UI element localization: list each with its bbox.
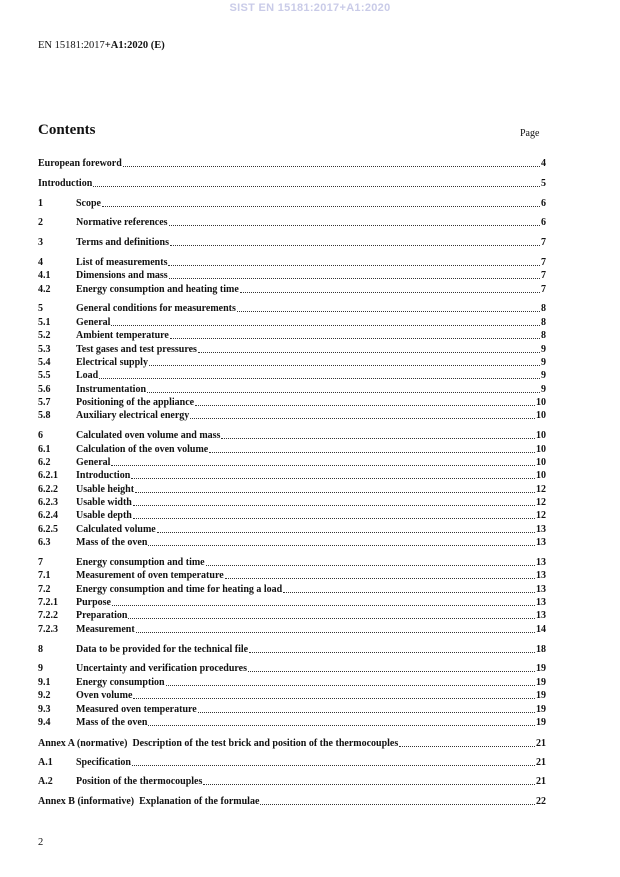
toc-entry-number: 5.4 [38, 357, 51, 368]
toc-entry-page: 19 [536, 690, 546, 701]
toc-dot-leader [166, 685, 535, 686]
toc-entry-page: 8 [541, 303, 546, 314]
toc-entry-page: 6 [541, 217, 546, 228]
toc-dot-leader [111, 465, 535, 466]
toc-entry-page: 12 [536, 510, 546, 521]
toc-entry[interactable] [38, 443, 546, 456]
toc-entry-title: Introduction [76, 470, 131, 481]
toc-entry-page: 13 [536, 557, 546, 568]
toc-dot-leader [133, 505, 535, 506]
toc-entry[interactable] [38, 316, 546, 329]
toc-entry-title: Instrumentation [76, 384, 147, 395]
toc-entry-page: 10 [536, 397, 546, 408]
toc-entry[interactable] [38, 356, 546, 369]
toc-dot-leader [198, 712, 535, 713]
toc-entry-page: 22 [536, 796, 546, 807]
toc-entry[interactable] [38, 256, 546, 269]
toc-entry[interactable] [38, 343, 546, 356]
toc-entry[interactable] [38, 737, 546, 750]
toc-entry-number: 3 [38, 237, 43, 248]
toc-entry-page: 5 [541, 178, 546, 189]
toc-dot-leader [135, 492, 535, 493]
toc-entry-page: 19 [536, 677, 546, 688]
toc-entry[interactable] [38, 483, 546, 496]
toc-entry[interactable] [38, 157, 546, 170]
toc-entry-number: 5 [38, 303, 43, 314]
toc-entry-page: 21 [536, 757, 546, 768]
toc-entry-title: Mass of the oven [76, 717, 148, 728]
toc-dot-leader [190, 418, 535, 419]
toc-entry[interactable] [38, 689, 546, 702]
toc-entry-title: Measurement of oven temperature [76, 570, 224, 581]
toc-dot-leader [157, 532, 535, 533]
toc-entry[interactable] [38, 396, 546, 409]
toc-dot-leader [136, 632, 535, 633]
toc-entry-number: 6.2 [38, 457, 51, 468]
toc-entry-number: 6.2.2 [38, 484, 58, 495]
watermark: SIST EN 15181:2017+A1:2020 [229, 2, 391, 14]
toc-dot-leader [99, 378, 540, 379]
toc-entry-number: 5.5 [38, 370, 51, 381]
toc-entry-title: General conditions for measurements [76, 303, 236, 314]
toc-entry-page: 4 [541, 158, 546, 169]
toc-entry[interactable] [38, 216, 546, 229]
toc-entry-title: Dimensions and mass [76, 270, 168, 281]
toc-entry[interactable] [38, 369, 546, 382]
toc-entry[interactable] [38, 197, 546, 210]
toc-entry[interactable] [38, 496, 546, 509]
toc-entry-title: Energy consumption and time for heating a load [76, 584, 283, 595]
toc-entry-title: Energy consumption and heating time [76, 284, 239, 295]
toc-dot-leader [132, 765, 535, 766]
toc-entry-title: European foreword [38, 158, 122, 169]
toc-entry-number: 9 [38, 663, 43, 674]
toc-entry-number: 1 [38, 198, 43, 209]
toc-entry-title: Normative references [76, 217, 168, 228]
toc-dot-leader [198, 352, 540, 353]
toc-entry-number: 7.2.1 [38, 597, 58, 608]
toc-entry-title: Annex B (informative) Explanation of the formulae [38, 796, 260, 807]
toc-entry-page: 14 [536, 624, 546, 635]
toc-entry-page: 10 [536, 430, 546, 441]
toc-entry-page: 9 [541, 370, 546, 381]
toc-entry[interactable] [38, 383, 546, 396]
toc-entry-title: Terms and definitions [76, 237, 169, 248]
toc-entry-page: 10 [536, 410, 546, 421]
toc-entry-title: Measured oven temperature [76, 704, 197, 715]
toc-entry[interactable] [38, 236, 546, 249]
toc-dot-leader [123, 166, 540, 167]
toc-entry-page: 8 [541, 330, 546, 341]
toc-entry[interactable] [38, 302, 546, 315]
toc-entry-number: 9.2 [38, 690, 51, 701]
toc-dot-leader [249, 652, 535, 653]
toc-entry-title: Calculated volume [76, 524, 156, 535]
toc-entry[interactable] [38, 283, 546, 296]
docref-amendment: +A1:2020 (E) [104, 40, 165, 51]
toc-dot-leader [225, 578, 535, 579]
toc-entry-page: 13 [536, 610, 546, 621]
toc-entry-title: General [76, 317, 111, 328]
toc-dot-leader [128, 618, 535, 619]
toc-entry-number: 7.2.3 [38, 624, 58, 635]
toc-entry-number: 6.2.4 [38, 510, 58, 521]
toc-entry-title: Specification [76, 757, 131, 768]
toc-entry-number: 5.7 [38, 397, 51, 408]
toc-entry-title: Scope [76, 198, 101, 209]
toc-entry-page: 13 [536, 597, 546, 608]
toc-dot-leader [102, 206, 540, 207]
toc-entry-page: 7 [541, 284, 546, 295]
toc-entry-title: Data to be provided for the technical file [76, 644, 249, 655]
toc-entry-number: 9.4 [38, 717, 51, 728]
toc-entry[interactable] [38, 662, 546, 675]
toc-entry-number: A.2 [38, 776, 53, 787]
toc-dot-leader [206, 565, 535, 566]
toc-entry-page: 8 [541, 317, 546, 328]
toc-entry[interactable] [38, 329, 546, 342]
toc-entry-page: 7 [541, 257, 546, 268]
toc-dot-leader [149, 365, 540, 366]
toc-entry-number: 5.1 [38, 317, 51, 328]
toc-dot-leader [237, 311, 540, 312]
toc-entry[interactable] [38, 583, 546, 596]
toc-dot-leader [248, 671, 535, 672]
toc-entry-title: Measurement [76, 624, 135, 635]
toc-entry-page: 13 [536, 570, 546, 581]
toc-entry-page: 6 [541, 198, 546, 209]
toc-entry[interactable] [38, 676, 546, 689]
toc-entry[interactable] [38, 269, 546, 282]
toc-entry[interactable] [38, 775, 546, 788]
toc-entry-number: 6.2.5 [38, 524, 58, 535]
toc-entry-title: Oven volume [76, 690, 133, 701]
toc-entry-number: 6.3 [38, 537, 51, 548]
toc-entry[interactable] [38, 569, 546, 582]
toc-entry-title: Annex A (normative) Description of the test brick and position of the thermocouples [38, 738, 399, 749]
toc-entry-page: 12 [536, 497, 546, 508]
toc-dot-leader [260, 804, 535, 805]
contents-heading: Contents [38, 122, 96, 138]
toc-entry-page: 19 [536, 663, 546, 674]
toc-entry-number: A.1 [38, 757, 53, 768]
toc-entry-page: 10 [536, 457, 546, 468]
toc-entry-number: 6 [38, 430, 43, 441]
toc-dot-leader [170, 245, 540, 246]
toc-entry-title: Mass of the oven [76, 537, 148, 548]
toc-entry-number: 6.2.1 [38, 470, 58, 481]
toc-entry[interactable] [38, 523, 546, 536]
toc-entry-page: 9 [541, 357, 546, 368]
toc-entry[interactable] [38, 609, 546, 622]
toc-entry-title: Introduction [38, 178, 93, 189]
toc-entry-number: 7.2 [38, 584, 51, 595]
toc-dot-leader [240, 292, 540, 293]
toc-entry[interactable] [38, 643, 546, 656]
toc-dot-leader [170, 338, 540, 339]
toc-dot-leader [203, 784, 535, 785]
toc-entry[interactable] [38, 536, 546, 549]
toc-dot-leader [399, 746, 535, 747]
toc-dot-leader [133, 698, 535, 699]
toc-entry-title: Ambient temperature [76, 330, 169, 341]
toc-entry[interactable] [38, 756, 546, 769]
page-column-label: Page [520, 128, 540, 139]
toc-entry-title: Energy consumption and time [76, 557, 205, 568]
toc-entry-number: 7 [38, 557, 43, 568]
page-number: 2 [38, 837, 44, 848]
toc-entry-title: General [76, 457, 111, 468]
toc-entry-page: 13 [536, 524, 546, 535]
toc-entry-number: 5.8 [38, 410, 51, 421]
toc-entry-page: 9 [541, 384, 546, 395]
toc-dot-leader [131, 478, 535, 479]
toc-entry-number: 9.3 [38, 704, 51, 715]
toc-entry-number: 2 [38, 217, 43, 228]
toc-dot-leader [147, 392, 540, 393]
toc-entry-number: 5.6 [38, 384, 51, 395]
toc-entry-title: Energy consumption [76, 677, 165, 688]
toc-entry-page: 21 [536, 738, 546, 749]
toc-entry-page: 12 [536, 484, 546, 495]
toc-entry-page: 19 [536, 704, 546, 715]
toc-dot-leader [148, 545, 535, 546]
toc-entry-number: 4.1 [38, 270, 51, 281]
toc-entry-number: 7.2.2 [38, 610, 58, 621]
toc-dot-leader [93, 186, 540, 187]
toc-entry-number: 6.2.3 [38, 497, 58, 508]
toc-entry-number: 7.1 [38, 570, 51, 581]
toc-entry[interactable] [38, 623, 546, 636]
toc-entry-title: Uncertainty and verification procedures [76, 663, 248, 674]
toc-entry-title: Positioning of the appliance [76, 397, 195, 408]
toc-entry-page: 18 [536, 644, 546, 655]
toc-entry-title: Calculation of the oven volume [76, 444, 209, 455]
toc-entry-page: 13 [536, 584, 546, 595]
toc-entry-title: List of measurements [76, 257, 168, 268]
toc-entry-title: Usable height [76, 484, 135, 495]
toc-entry-title: Preparation [76, 610, 128, 621]
toc-entry-title: Position of the thermocouples [76, 776, 203, 787]
toc-entry[interactable] [38, 703, 546, 716]
toc-entry-page: 21 [536, 776, 546, 787]
toc-entry-page: 13 [536, 537, 546, 548]
toc-entry-page: 7 [541, 270, 546, 281]
toc-entry-page: 7 [541, 237, 546, 248]
toc-entry[interactable] [38, 596, 546, 609]
toc-entry-number: 9.1 [38, 677, 51, 688]
toc-entry-title: Load [76, 370, 99, 381]
toc-entry[interactable] [38, 409, 546, 422]
toc-entry[interactable] [38, 469, 546, 482]
toc-entry-title: Usable width [76, 497, 132, 508]
toc-entry-page: 19 [536, 717, 546, 728]
docref-base: EN 15181:2017 [38, 40, 105, 51]
toc-entry-number: 8 [38, 644, 43, 655]
toc-dot-leader [169, 278, 540, 279]
toc-dot-leader [168, 265, 540, 266]
toc-dot-leader [111, 325, 540, 326]
document-reference [38, 40, 165, 51]
toc-entry-number: 6.1 [38, 444, 51, 455]
toc-entry-title: Purpose [76, 597, 111, 608]
toc-entry-title: Auxiliary electrical energy [76, 410, 190, 421]
toc-entry[interactable] [38, 795, 546, 808]
toc-entry-title: Electrical supply [76, 357, 148, 368]
toc-dot-leader [133, 518, 535, 519]
toc-entry-title: Calculated oven volume and mass [76, 430, 221, 441]
toc-entry[interactable] [38, 509, 546, 522]
toc-dot-leader [221, 438, 535, 439]
toc-entry[interactable] [38, 716, 546, 729]
toc-entry-title: Usable depth [76, 510, 132, 521]
toc-entry-number: 5.3 [38, 344, 51, 355]
toc-entry-number: 4.2 [38, 284, 51, 295]
toc-entry-number: 5.2 [38, 330, 51, 341]
toc-entry-number: 4 [38, 257, 43, 268]
toc-entry[interactable] [38, 429, 546, 442]
toc-dot-leader [169, 225, 540, 226]
toc-dot-leader [148, 725, 535, 726]
toc-entry[interactable] [38, 177, 546, 190]
toc-entry[interactable] [38, 556, 546, 569]
toc-entry-page: 10 [536, 444, 546, 455]
toc-entry-page: 10 [536, 470, 546, 481]
toc-dot-leader [209, 452, 535, 453]
toc-dot-leader [195, 405, 535, 406]
toc-entry[interactable] [38, 456, 546, 469]
toc-dot-leader [112, 605, 535, 606]
toc-dot-leader [283, 592, 535, 593]
toc-entry-page: 9 [541, 344, 546, 355]
toc-entry-title: Test gases and test pressures [76, 344, 197, 355]
